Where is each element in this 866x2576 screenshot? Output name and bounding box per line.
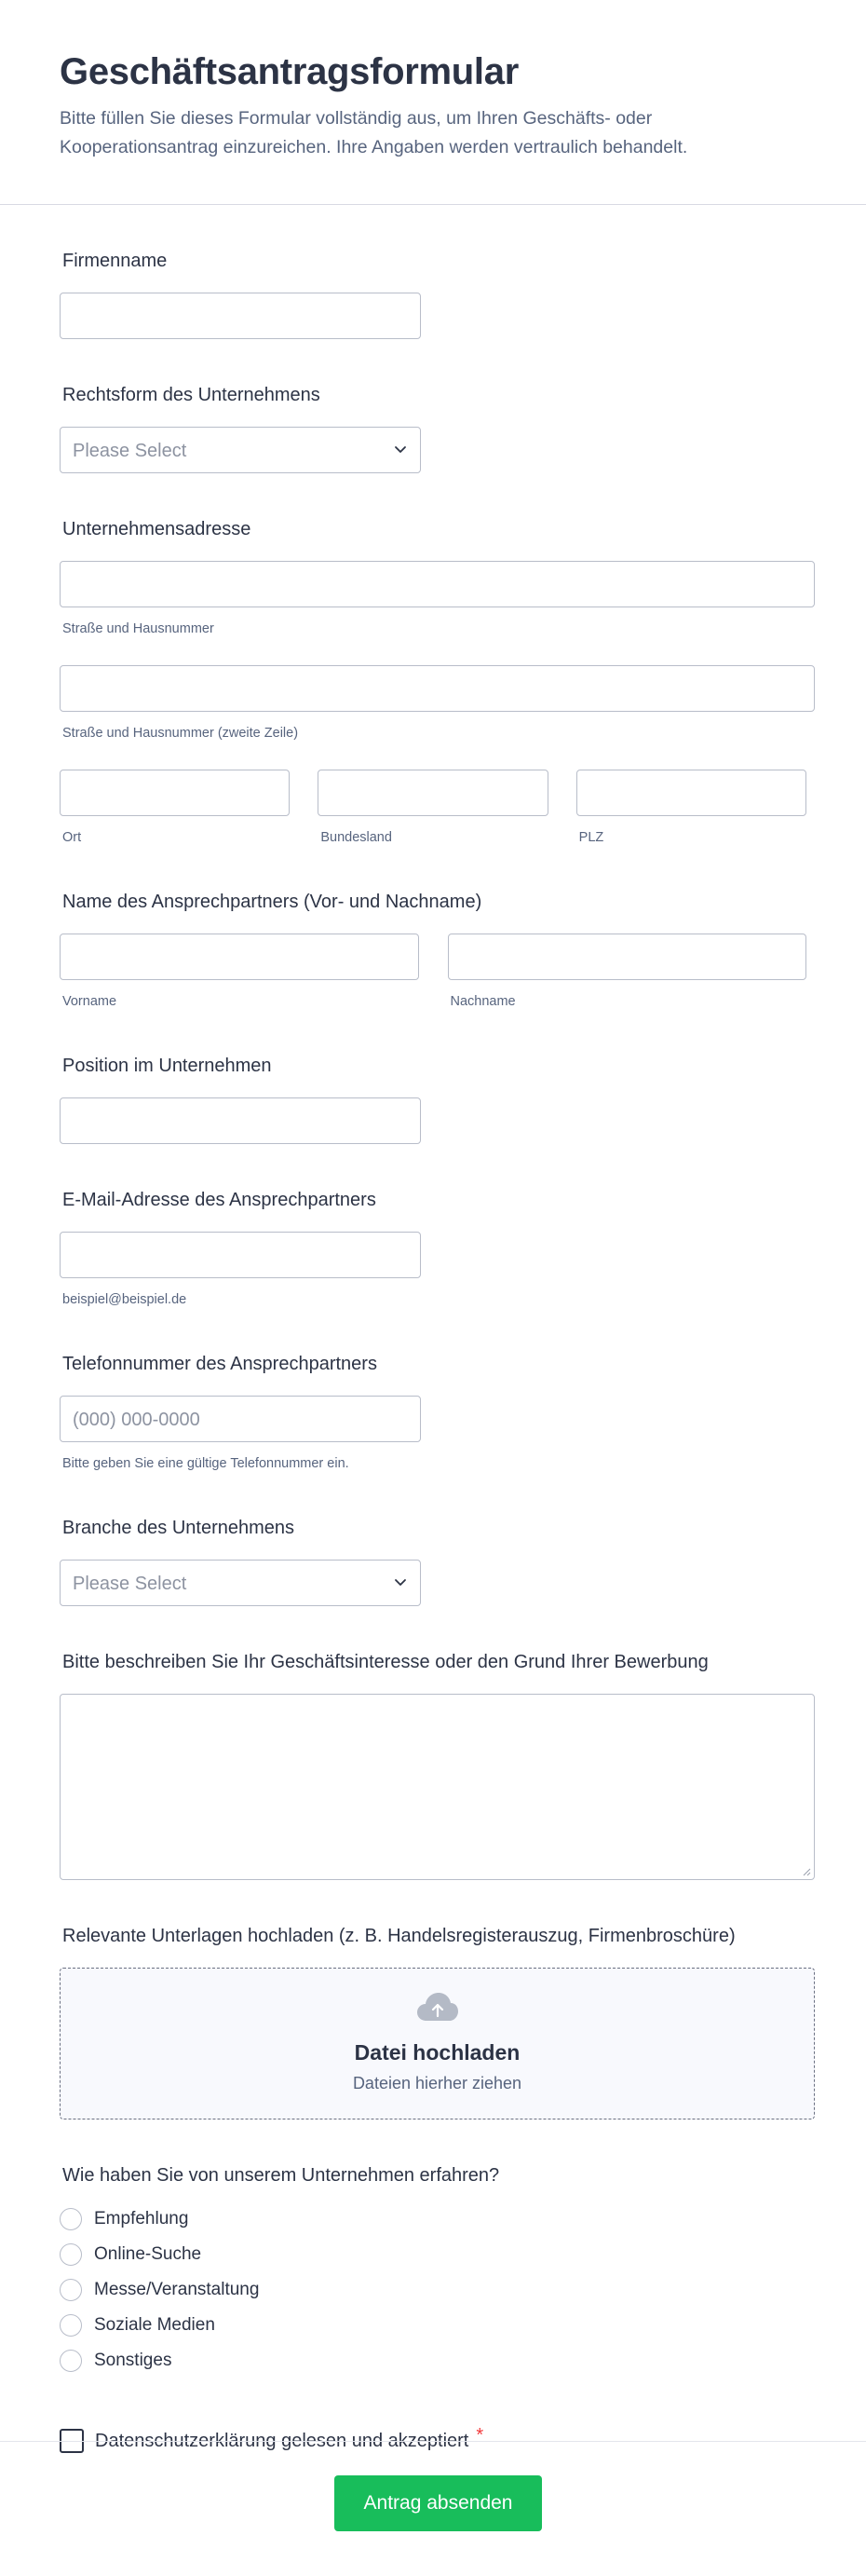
form-footer [0, 2441, 866, 2576]
industry-label: Branche des Unternehmens [62, 1518, 295, 1538]
form-title: Geschäftsantragsformular [60, 51, 519, 92]
radio-option[interactable] [60, 2343, 806, 2378]
interest-field [60, 1651, 806, 1880]
radio-button[interactable] [60, 2350, 82, 2372]
radio-option[interactable] [60, 2308, 806, 2343]
file-upload-dropzone[interactable] [60, 1968, 815, 2119]
phone-input[interactable] [60, 1396, 421, 1442]
chevron-down-icon [392, 441, 409, 457]
street-input[interactable] [60, 561, 815, 607]
first-name-group [60, 934, 419, 1010]
upload-field [60, 1925, 806, 2119]
position-field [60, 1055, 806, 1144]
form-header [0, 0, 866, 205]
contact-name-field [60, 891, 806, 1010]
legal-form-field [60, 384, 806, 473]
upload-label: Relevante Unterlagen hochladen (z. B. Handelsregisterauszug, Firmenbroschüre) [62, 1926, 736, 1946]
chevron-down-icon [392, 1574, 409, 1590]
email-sublabel: beispiel@beispiel.de [62, 1292, 187, 1307]
last-name-input[interactable] [448, 934, 807, 980]
required-asterisk: * [476, 2424, 484, 2446]
zip-input[interactable] [576, 770, 806, 816]
upload-hint: Dateien hierher ziehen [352, 2074, 522, 2092]
radio-label[interactable]: Empfehlung [94, 2209, 189, 2228]
company-name-label: Firmenname [62, 251, 168, 271]
phone-label: Telefonnummer des Ansprechpartners [62, 1354, 377, 1374]
radio-option[interactable] [60, 2201, 806, 2237]
company-name-input[interactable] [60, 293, 421, 339]
street-sublabel: Straße und Hausnummer [62, 621, 214, 636]
position-input[interactable] [60, 1097, 421, 1144]
radio-button[interactable] [60, 2279, 82, 2301]
radio-label[interactable]: Soziale Medien [94, 2315, 215, 2335]
city-sublabel: Ort [62, 830, 82, 845]
street2-sublabel: Straße und Hausnummer (zweite Zeile) [62, 726, 299, 741]
company-name-field [60, 250, 806, 339]
industry-placeholder: Please Select [73, 1574, 187, 1594]
city-group [60, 770, 290, 846]
address-field [60, 518, 806, 846]
position-label: Position im Unternehmen [62, 1056, 272, 1076]
state-sublabel: Bundesland [320, 830, 392, 845]
radio-button[interactable] [60, 2314, 82, 2337]
radio-label[interactable]: Messe/Veranstaltung [94, 2280, 260, 2299]
privacy-label[interactable]: Datenschutzerklärung gelesen und akzeptiert [95, 2430, 469, 2451]
source-field [60, 2164, 806, 2378]
last-name-group [448, 934, 807, 1010]
cloud-upload-icon [415, 1989, 460, 2026]
industry-field [60, 1517, 806, 1606]
city-state-zip-row [60, 770, 806, 846]
state-group [318, 770, 548, 846]
state-input[interactable] [318, 770, 548, 816]
interest-label: Bitte beschreiben Sie Ihr Geschäftsinteresse oder den Grund Ihrer Bewerbung [62, 1652, 709, 1672]
contact-name-label: Name des Ansprechpartners (Vor- und Nachname) [62, 892, 482, 912]
legal-form-placeholder: Please Select [73, 441, 187, 461]
email-label: E-Mail-Adresse des Ansprechpartners [62, 1190, 376, 1210]
last-name-sublabel: Nachname [450, 994, 516, 1009]
radio-button[interactable] [60, 2243, 82, 2266]
zip-group [576, 770, 806, 846]
form-description: Bitte füllen Sie dieses Formular vollständig aus, um Ihren Geschäfts- oder Kooperationsantrag einzureichen. Ihre Angaben werden vertraulich behandelt. [60, 108, 688, 157]
submit-button[interactable]: Antrag absenden [334, 2475, 542, 2531]
legal-form-select[interactable] [60, 427, 421, 473]
phone-placeholder: (000) 000-0000 [73, 1410, 200, 1430]
radio-option[interactable] [60, 2237, 806, 2272]
radio-label[interactable]: Sonstiges [94, 2351, 172, 2370]
first-name-input[interactable] [60, 934, 419, 980]
interest-textarea[interactable] [60, 1694, 815, 1880]
radio-label[interactable]: Online-Suche [94, 2244, 202, 2264]
source-label: Wie haben Sie von unserem Unternehmen erfahren? [62, 2165, 500, 2186]
legal-form-label: Rechtsform des Unternehmens [62, 385, 320, 405]
radio-option[interactable] [60, 2272, 806, 2308]
email-input[interactable] [60, 1232, 421, 1278]
phone-field [60, 1353, 806, 1472]
form-body [0, 205, 866, 2453]
address-label: Unternehmensadresse [62, 519, 251, 539]
source-radio-group [60, 2201, 806, 2378]
upload-title: Datei hochladen [354, 2040, 521, 2065]
city-input[interactable] [60, 770, 290, 816]
email-field [60, 1189, 806, 1308]
first-name-sublabel: Vorname [62, 994, 117, 1009]
industry-select[interactable] [60, 1560, 421, 1606]
resize-grip-icon[interactable] [802, 1867, 811, 1876]
contact-name-row [60, 934, 806, 1010]
radio-button[interactable] [60, 2208, 82, 2230]
phone-sublabel: Bitte geben Sie eine gültige Telefonnummer ein. [62, 1456, 349, 1471]
street2-input[interactable] [60, 665, 815, 712]
zip-sublabel: PLZ [578, 830, 604, 845]
